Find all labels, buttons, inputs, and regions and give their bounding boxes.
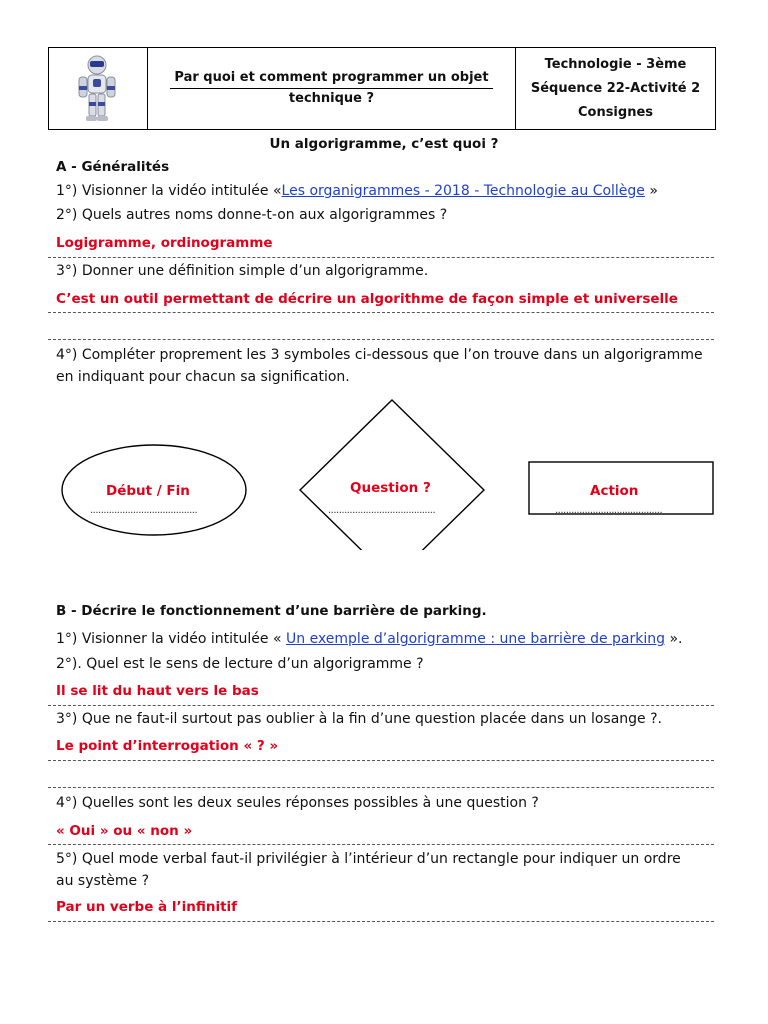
section-b-a5: Par un verbe à l’infinitif xyxy=(56,899,238,915)
info-cell xyxy=(516,48,715,129)
section-a-q1 xyxy=(56,181,658,202)
section-b-heading: B - Décrire le fonctionnement d’une barrière de parking. xyxy=(56,603,487,619)
answer-line xyxy=(48,339,714,340)
robot-icon xyxy=(49,48,147,129)
video-link-barriere[interactable]: Un exemple d’algorigramme : une barrière de parking xyxy=(286,631,665,647)
page-title: Un algorigramme, c’est quoi ? xyxy=(269,136,499,152)
section-b-q5-line1: 5°) Quel mode verbal faut-il privilégier à l’intérieur d’un rectangle pour indiquer un ordre xyxy=(56,851,681,867)
section-b-a4: « Oui » ou « non » xyxy=(56,823,193,839)
answer-line xyxy=(48,705,714,706)
section-a-heading: A - Généralités xyxy=(56,159,170,175)
answer-line xyxy=(48,760,714,761)
section-a-q4-line1: 4°) Compléter proprement les 3 symboles ci-dessous que l’on trouve dans un algorigramme xyxy=(56,347,703,363)
section-a-a2: Logigramme, ordinogramme xyxy=(56,235,273,251)
video-link-organigrammes[interactable]: Les organigrammes - 2018 - Technologie au Collège xyxy=(281,183,645,199)
doc-title-line2: technique ? xyxy=(288,91,375,106)
doc-type-label: Consignes xyxy=(577,104,654,120)
section-b-q5-line2: au système ? xyxy=(56,873,150,889)
q1-suffix: » xyxy=(644,183,658,199)
section-a-q2: 2°) Quels autres noms donne-t-on aux algorigrammes ? xyxy=(56,207,448,223)
diamond-symbol xyxy=(300,400,484,550)
oval-dots: ........................................ xyxy=(90,505,198,516)
answer-line xyxy=(48,787,714,788)
section-b-q4: 4°) Quelles sont les deux seules réponses possibles à une question ? xyxy=(56,795,539,811)
section-b-q3: 3°) Que ne faut-il surtout pas oublier à la fin d’une question placée dans un losange ?. xyxy=(56,711,662,727)
oval-label: Début / Fin xyxy=(106,483,190,499)
q1-prefix: 1°) Visionner la vidéo intitulée « xyxy=(56,183,282,199)
section-b-q2: 2°). Quel est le sens de lecture d’un algorigramme ? xyxy=(56,656,424,672)
section-a-q4-line2: en indiquant pour chacun sa signification. xyxy=(56,369,350,385)
doc-title-line1: Par quoi et comment programmer un objet xyxy=(170,68,492,89)
section-b-a2: Il se lit du haut vers le bas xyxy=(56,683,259,699)
flowchart-symbols xyxy=(0,390,768,550)
diamond-dots: ........................................ xyxy=(328,505,436,516)
logo-cell xyxy=(49,48,148,129)
subject-label: Technologie - 3ème xyxy=(544,56,687,72)
sequence-label: Séquence 22-Activité 2 xyxy=(530,80,701,96)
header-table xyxy=(48,47,716,130)
section-a-q3: 3°) Donner une définition simple d’un algorigramme. xyxy=(56,263,429,279)
title-cell xyxy=(148,48,516,129)
rect-label: Action xyxy=(590,483,639,499)
section-a-a3: C’est un outil permettant de décrire un algorithme de façon simple et universelle xyxy=(56,291,678,307)
answer-line xyxy=(48,257,714,258)
q1-suffix: ». xyxy=(665,631,683,647)
rect-dots: ........................................ xyxy=(555,505,663,516)
q1-prefix: 1°) Visionner la vidéo intitulée « xyxy=(56,631,286,647)
answer-line xyxy=(48,312,714,313)
section-b-q1 xyxy=(56,629,682,650)
diamond-label: Question ? xyxy=(350,480,431,496)
answer-line xyxy=(48,844,714,845)
answer-line xyxy=(48,921,714,922)
section-b-a3: Le point d’interrogation « ? » xyxy=(56,738,279,754)
